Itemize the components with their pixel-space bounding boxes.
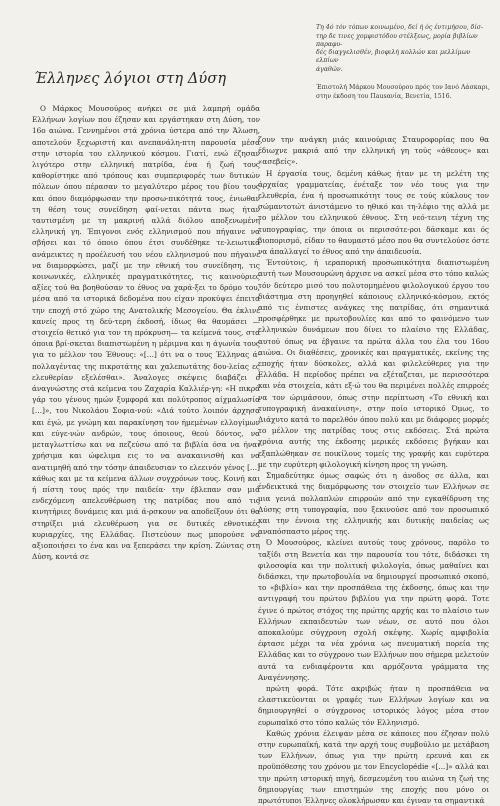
- right-text-column: [258, 134, 489, 805]
- section-title: Έλληνες λόγιοι στη Δύση: [34, 71, 227, 87]
- paragraph: πρώτη φορά. Τότε ακριβώς ήταν η προσπάθεια να ελαστικεύονται οι γραφές των Ελλήνων λογίων και να δημιουργηθεί ο σύγχρονος ιστορικός λόγος μέσα στον ευρωπαϊκό στο τόπο καλώς τόν Ελληνισμό.: [258, 683, 489, 727]
- epigraph-text: Τη 4ό τόν τόπων κοινωμένο, δεί ή ός έντιμήσου, δίσ- τηρ δε τινες χομφιστόδου στέλξεως, μορία βιβλίων παραφυ- δές διαγγελισθέν, βιοφιλή κολλών και μελλίμων ελπίων άγαθών.: [316, 24, 484, 73]
- paragraph: Έντούτοις, ή ιεραπορική προσωπικότητα διαπιστωμένη αυτή των Μουσουρώνη άρχισε να ασκεί μέσα στο τόπο καλώς τόν δεύτερο μισό του πολυτομημένου φιλολογικού έργου του διάστημα στη προηγηθεί κάποιους ελληνικό-κόσμου, εκτός από τις ένπιστες ανάγκες της πατρίδας, ότι σημαντικά προσφέρθηκε με πρωτοβουλίες και από το φαινόμενο των ελληνικών δυνάμεων που δίνει το πλαίσιο της Ελλάδας, αυτού όπως να έβγαινε τα πρώτα άλλα του έλα του 16ου αιώνα. Οι διαθέσεις, χρονικές και πραγματικές, εκείνης της εποχής ήταν δύσκολες, αλλά και φιλελεύθερες για την Ελλάδα. Η περίοδος πρέπει να εξέταζεται, με περισσότερα και νέα στοιχεία, κάτι εξ-ώ του θα περιμένει πολλές επιρροές να τον ώριμάσουν, όπως στην περίπτωση «Το εθνική και τυπογραφική άνακαίνιση», στην ποίο ιστορικό Όμως, το Διάχυτο κατά το παρελθόν όπου πολύ και με διάφορες μορφές το μέλλον της πατρίδας τους στις εκδόσεις. Στά πρώτα χρόνια αυτής της έκδοσης μερικές εκδόσεις βγήκαν και εξαπλώθηκαν σε ποικίλους τομείς της γραφής και ευρύτερα με την ευρύτερη φιλολογική κίνηση προς τη γνώση.: [258, 258, 489, 469]
- paragraph: Ο Μάρκος Μουσούρος ανήκει σε μιά λαμπρή ομάδα Ελλήνων λογίων που έζησαν και εργάστηκαν στη Δύση, τον 16ο αιώνα. Γεννημένοι στά χρόνια ύστερα από την Άλωση, αποτελούν ξεχωριστή και ανεπανάλη-πτη παρουσία μέσα στην ιστορία του ελληνικού κόσμου. Γιατί, ενώ έζησαν λιγότερο στην ελληνική πατρίδα, ένα ή ζωή τους καθορίστηκε από τρόπους και συμπεριφορές των δυτικών πόλεων όπου πέρασαν το μεγαλύτερο μέρος του βίου τους και όπου διαμόρφωσαν την προσω-πικότητά τους, ένιωθαν τη θέση τους συνείδηση φαί-νεται πάντα πως ήταν ταυτισμένη με τη μακρινή αλλά διόλου αποξενωμένη ελληνική γη. Έπιγονοι ενός ελληνισμού που πήγαινε να σβήσει και τό όποιο όπου έτσι συνδέθηκε τε-λειωτικά ανάμεικτες η προέλευσή του νέου ελληνισμού που πήγαινε να διαμορφώσει, μαζί με την εθνική του συνείδηση, τις κοινωνικές, ελληνικές πραγματικότητες, τις καινούριες αξίες τού θα βοηθούσαν το έθνος να χαρά-ξει το δρόμο του, μέσα από τα ιστορικά δεδομένα που είχαν προκύψει έπειτα την εποχή στό χώρο της Ανατολικής Μεσογείου. Θα έκλινε κανείς προς τη δεύ-τερη έκδοσή, ίδιως θα θαυμάσει —στοιχείο θετικό για τον τη πρόκρυση— τα κείμενά τους, στα όποια βρί-σκεται διαπιστωμένη η μέριμνα και η άγωνία τους για το μέλλον του Έθνους: «[…] ότι να ο τους Έλληνας ά-πολλαγέντας της πικροτάτης και χαλεπωτάτης δου-λείας ες ελευθερίαν εξελέσθαι». Άναλογες σκέψεις διαβάζει ό άναγνώστης στά κείμενα του Ζαχαρία Καλλιέρ-γη: «Η πικρά γάρ του γένους ημών ξυμφορά και πολύτροπος αίχμαλωσία […]», του Νικολάου Σοφια-νού: «Διά τούτο λοιπόν άρχησα και έγώ, με γνώμη και παρακίνηση τον ήμεμένων ελλογίμων και εύγε-νών ανδρών, τους όποιους, θεού δόντος, να μεταγλωττίσω και να πεζεύσω από τα βιβλία όσα να ήναι χρήσιμα και ώφελιμα εις το να ανακαινισθή και να ανατιμηθή από την τόσην άπαιδευσιαν το ελεεινόν γένος […] κάθως και με τα κείμενα άλλων συγχρόνων τους. Κοινή και ή πίστη τους πρός την παιδεία· την έβλεπαν σαν μιά ενδεχόμενη απελευθέρωση της πατρίδας που από τις κινητήριες δυνάμεις και μιά ά-ρσκουν να αποδείξουν ότι θα στηρίξει μιά ελευθέρωση για σε δυτικές εθνοτικές κυριαρχίες, της Ελλάδας. Πιστεύουν πως μπορούσε να αξιοποιήσει το ένα και να ξεπεράσει την κρίση. Ζώντας στη Δύση, κοντά σε: [32, 104, 260, 562]
- paragraph: Η έργασία τους, δεμένη κάθως ήταν με τη μελέτη της άρχαίας γραμματείας, ένέταξε τον νέο τους για την ελευθερία, ένα ή προσωπικότητ τους σε τούς κύκλους τον σώμαντοτώτ άνιστάμενο το ηθικό και τη-λέφιο της αλλά με το μέλλον του ελληνικού έθνους. Στη νεό-τεινη τέχνη της τυπογραφίας, την όποια οι περισσότε-ροι δάσκαμε και ός βιοπορισμό, είδαν το θαυμαστό μέσο που θα συντελούσε όστε να άπαλλαγεί το έθνος από την άπαιδευσία.: [258, 168, 489, 257]
- paragraph: Σημαδεύτηκε όμως σαφώς ότι η άνοδος σε άλλα, και ένδεικτικά της διαμόρφωσης τον στοιχείο των Ελλήνων σε μια γενιά πολλαπλών επιρροών από την εγκαθίδρυση της Δύσης στη τυπογραφία, που ξεκινούσε από τον προσωπικό και την έννοια της ελληνικής και δυτικής παιδείας ως αναπόσπαστο μέρος της.: [258, 471, 489, 537]
- epigraph-source: Έπιστολή Μάρκου Μουσούρου πρός τον Ιανό Λάσκαρι, στην έκδοση του Πausανία, Βενετία, 1516.: [316, 84, 490, 100]
- paragraph: Καθώς χρόνια έλειψαν μέσα σε κάποιες που έζησαν πολύ στην ευρωπαϊκή, κατά την αρχή τους συμβούλιο με μετάβαση των Ελλήνων, όπως για την πρώτη ερευνά και εκ προϋπόθεσης του χρόνου με τον Encyclopédie «[...]» αλλά και την πρώτη ιστορική πηγή, δεσμευμένη του αιώνα τη ζωή της δημιουργίας των επιστημών της εποχής που μόνο οι πρωτότυποι Έλληνες ολοκλήρωσαν και έγιναν τα σημαντικά: [258, 728, 489, 805]
- paragraph: ζουν την ανάγκη μιάς καινούριας Σταυροφορίας που θα έδιωχνε μακριά από την ελληνική γη τούς «άθεους» και «ασεβείς».: [258, 135, 489, 167]
- left-text-column: [32, 103, 260, 562]
- paragraph: Ό Μουσούρος, κλείνει αυτούς τους χρόνους, παρόλο το ταξίδι στη Βενετία και την παρουσία του τότε, διδάσκει τη φιλοσοφία και την πολιτική φιλολογία, όπως μαθαίνει και διδάσκει, την πρωτοβουλία να δημιουργεί προσωπικό σκοπό, το «βιβλίο» και την προσπάθεια της έκδοσης, όπως και την αντιγραφή του πρώτου βιβλίου για την πρώτη φορά. Τοτε έγινε ό πρώτος στόχος της πρώτης αρχής και το πλαίσιο των Ελλήνων εκπαιδευτών των νέων, σε αυτό που όλοι αποκαλούμε σύγχρονη σχολή σκέψης. Χωρίς αμφιβολία έφτασε μέχρι τα νέα χρόνια ως πνευματική πορεία της Ελλάδας και το σύγχρονο των Ελλήνων που σήμερα μελετούν αυτά τα ενδιαφέροντα και αρμόζοντα γράμματα της Αναγέννησης.: [258, 538, 489, 682]
- epigraph-caption: [316, 16, 492, 109]
